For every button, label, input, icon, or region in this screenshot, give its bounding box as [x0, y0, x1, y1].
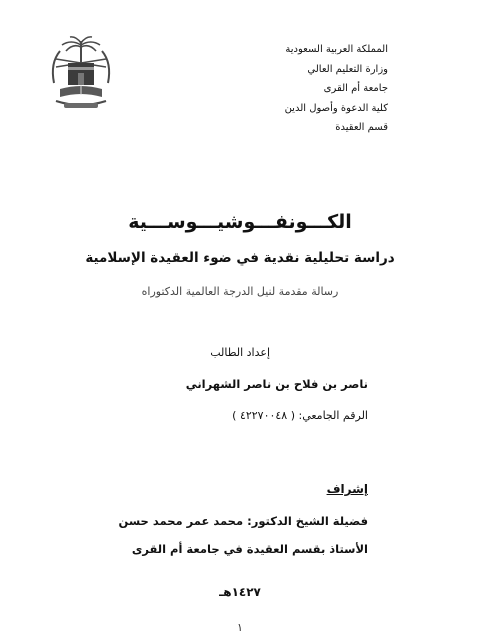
supervisor-name: فضيلة الشيخ الدكتور: محمد عمر محمد حسن [118, 514, 368, 528]
thesis-note: رسالة مقدمة لنيل الدرجة العالمية الدكتوراه [141, 285, 339, 298]
student-id: الرقم الجامعي: ( ٤٢٢٧٠٠٤٨ ) [232, 409, 368, 422]
header-department: قسم العقيدة [335, 122, 388, 133]
student-name: ناصر بن فلاح بن ناصر الشهراني [185, 377, 368, 391]
prepared-by-label: إعداد الطالب [210, 346, 270, 359]
page-number: ١ [237, 621, 243, 634]
thesis-title: الكـــونفـــوشيـــوســـية [128, 211, 352, 233]
hijri-year: ١٤٢٧هـ [219, 585, 261, 599]
header-university: جامعة أم القرى [323, 83, 388, 94]
header-ministry: وزارة التعليم العالي [307, 63, 388, 75]
header-country: المملكة العربية السعودية [285, 44, 388, 55]
university-emblem-icon [46, 33, 116, 113]
thesis-subtitle: دراسة تحليلية نقدية في ضوء العقيدة الإسلامية [85, 250, 395, 266]
supervisor-department: الأستاذ بقسم العقيدة في جامعة أم القرى [131, 542, 368, 556]
institution-header [168, 40, 388, 138]
header-college: كلية الدعوة وأصول الدين [284, 102, 388, 114]
supervision-label: إشراف [326, 482, 368, 496]
